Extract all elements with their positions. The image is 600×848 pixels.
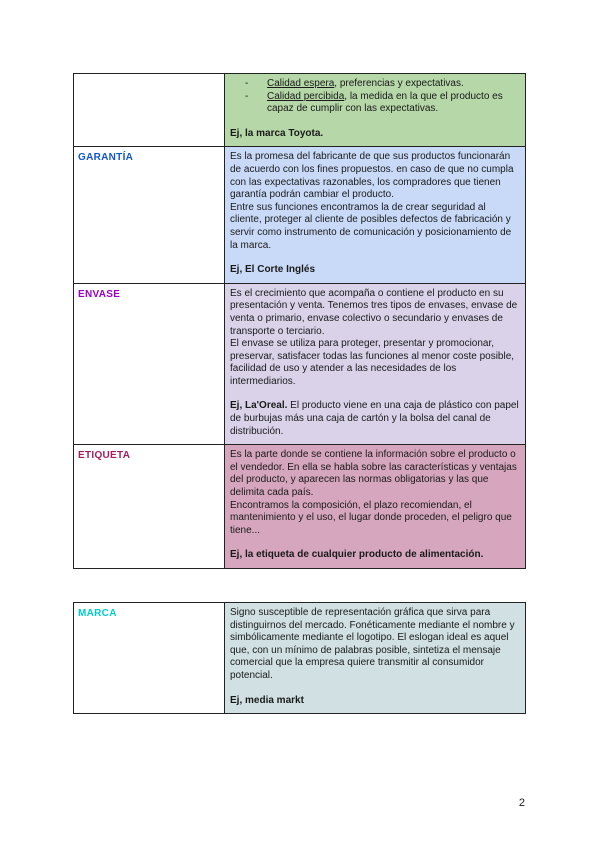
table-row-marca <box>74 603 526 714</box>
bullet-term: Calidad espera <box>267 78 335 89</box>
label-cell-empty <box>74 74 225 147</box>
list-item: - Calidad percibida, la medida en la que el producto es capaz de cumplir con las expectativas. <box>245 90 503 115</box>
definition-text: Encontramos la composición, el plazo recomiendan, el mantenimiento y el uso, el lugar donde proceden, el peligro que tiene... <box>230 499 512 536</box>
content-cell-marca <box>225 603 526 714</box>
row-label: GARANTÍA <box>78 152 134 164</box>
label-cell-envase <box>74 283 225 445</box>
definition-text: Es la parte donde se contiene la información sobre el producto o el vendedor. En ella se habla sobre las características y ventajas del producto, y aparecen las normas obligatorias y las que delimita cada país. <box>230 449 517 499</box>
page-number: 2 <box>518 797 525 809</box>
example-text: Ej, la etiqueta de cualquier producto de alimentación. <box>230 549 484 561</box>
definition-text: Entre sus funciones encontramos la de crear seguridad al cliente, proteger al cliente de posibles defectos de fabricación y servir como instrumento de comunicación y posicionamiento de la marca. <box>230 201 512 251</box>
row-label: MARCA <box>78 608 117 619</box>
row-label: ETIQUETA <box>78 450 131 462</box>
table-row-etiqueta <box>74 445 526 569</box>
definition-text: El envase se utiliza para proteger, presentar y promocionar, preservar, satisfacer todas las funciones al menor coste posible, facilidad de uso y atender a las necesidades de los intermediarios. <box>230 338 515 387</box>
table-row-calidad <box>74 74 526 147</box>
marca-table <box>73 602 526 714</box>
example-text: El producto viene en una caja de plástico con papel de burbujas más una caja de cartón y la bolsa del canal de distribución. <box>230 400 519 437</box>
example-text: Ej, El Corte Inglés <box>230 264 316 276</box>
table-row-envase <box>74 283 526 445</box>
content-cell-envase <box>225 283 526 445</box>
content-cell-garantia <box>225 147 526 283</box>
label-cell-marca <box>74 603 225 714</box>
definition-text: Es la promesa del fabricante de que sus productos funcionarán de acuerdo con los fines propuestos. en caso de que no cumpla con las expectativas razonables, los compradores que tienen garantía podrán cambiar el producto. <box>230 151 514 201</box>
example-text: Ej, la marca Toyota. <box>230 127 324 139</box>
definition-text: Signo susceptible de representación gráfica que sirva para distinguirnos del mercado. Fonéticamente mediante el nombre y simbólicamente mediante el logotipo. El eslogan ideal es aquel que, con un mínimo de palabras posible, sintetiza el mensaje comercial que la empresa quiere transmitir al consumidor potencial. <box>230 607 515 681</box>
content-cell-etiqueta <box>225 445 526 569</box>
table-row-garantia <box>74 147 526 283</box>
bullet-text: , la medida en la que el producto es capaz de cumplir con las expectativas. <box>267 90 503 115</box>
example-label: Ej, La'Oreal. <box>230 400 288 412</box>
list-item: - Calidad espera, preferencias y expectativas. <box>245 78 464 89</box>
bullet-term: Calidad percibida <box>267 90 345 102</box>
bullet-text: , preferencias y expectativas. <box>334 78 464 89</box>
row-label: ENVASE <box>78 288 121 300</box>
content-cell-calidad <box>225 74 526 147</box>
label-cell-garantia <box>74 147 225 283</box>
definitions-table <box>73 73 526 569</box>
definition-text: Es el crecimiento que acompaña o contiene el producto en su presentación y venta. Tenemos tres tipos de envases, envase de venta o primario, envase colectivo o secundario y envases de transporte o terciario. <box>230 287 518 337</box>
calidad-list <box>230 78 520 116</box>
example-text: Ej, media markt <box>230 694 304 706</box>
label-cell-etiqueta <box>74 445 225 569</box>
